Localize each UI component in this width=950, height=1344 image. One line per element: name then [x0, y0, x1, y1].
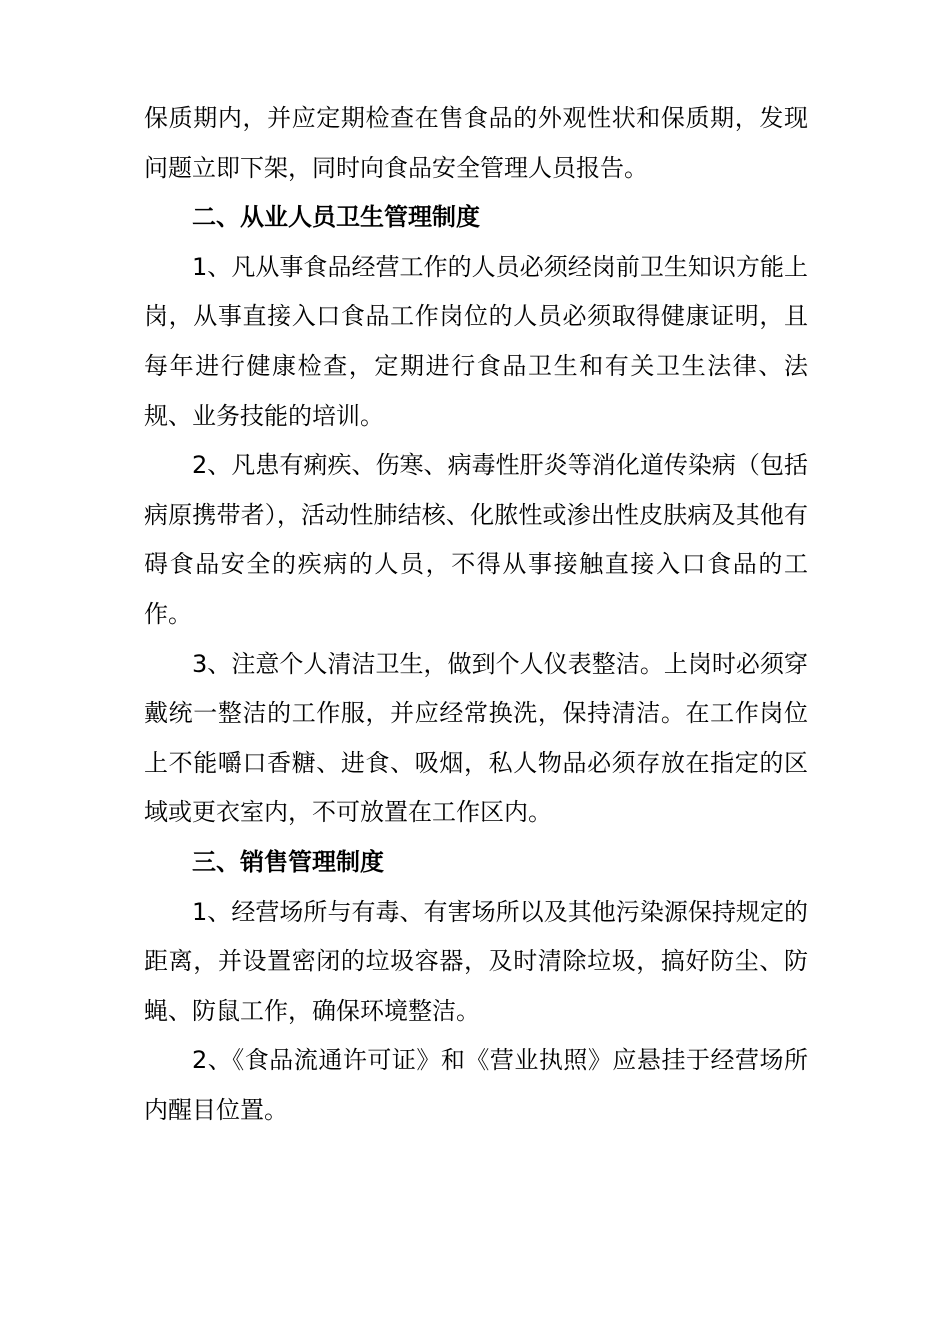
- paragraph-staff-1: 1、凡从事食品经营工作的人员必须经岗前卫生知识方能上岗，从事直接入口食品工作岗位的人员必须取得健康证明，且每年进行健康检查，定期进行食品卫生和有关卫生法律、法规、业务技能的培训。: [144, 252, 808, 430]
- paragraph-sales-1: 1、经营场所与有毒、有害场所以及其他污染源保持规定的距离，并设置密闭的垃圾容器，及时清除垃圾，搞好防尘、防蝇、防鼠工作，确保环境整洁。: [144, 897, 808, 1025]
- section-heading-sales: 三、销售管理制度: [192, 847, 384, 876]
- paragraph-staff-3: 3、注意个人清洁卫生，做到个人仪表整洁。上岗时必须穿戴统一整洁的工作服，并应经常换洗，保持清洁。在工作岗位上不能嚼口香糖、进食、吸烟，私人物品必须存放在指定的区域或更衣室内，不可放置在工作区内。: [144, 649, 808, 827]
- section-heading-staff-hygiene: 二、从业人员卫生管理制度: [192, 203, 480, 232]
- document-body: [144, 94, 808, 1135]
- paragraph-continuation: 保质期内，并应定期检查在售食品的外观性状和保质期，发现问题立即下架，同时向食品安全管理人员报告。: [144, 104, 808, 182]
- paragraph-sales-2: 2、《食品流通许可证》和《营业执照》应悬挂于经营场所内醒目位置。: [144, 1046, 808, 1124]
- paragraph-staff-2: 2、凡患有痢疾、伤寒、病毒性肝炎等消化道传染病（包括病原携带者），活动性肺结核、化脓性或渗出性皮肤病及其他有碍食品安全的疾病的人员，不得从事接触直接入口食品的工作。: [144, 451, 808, 628]
